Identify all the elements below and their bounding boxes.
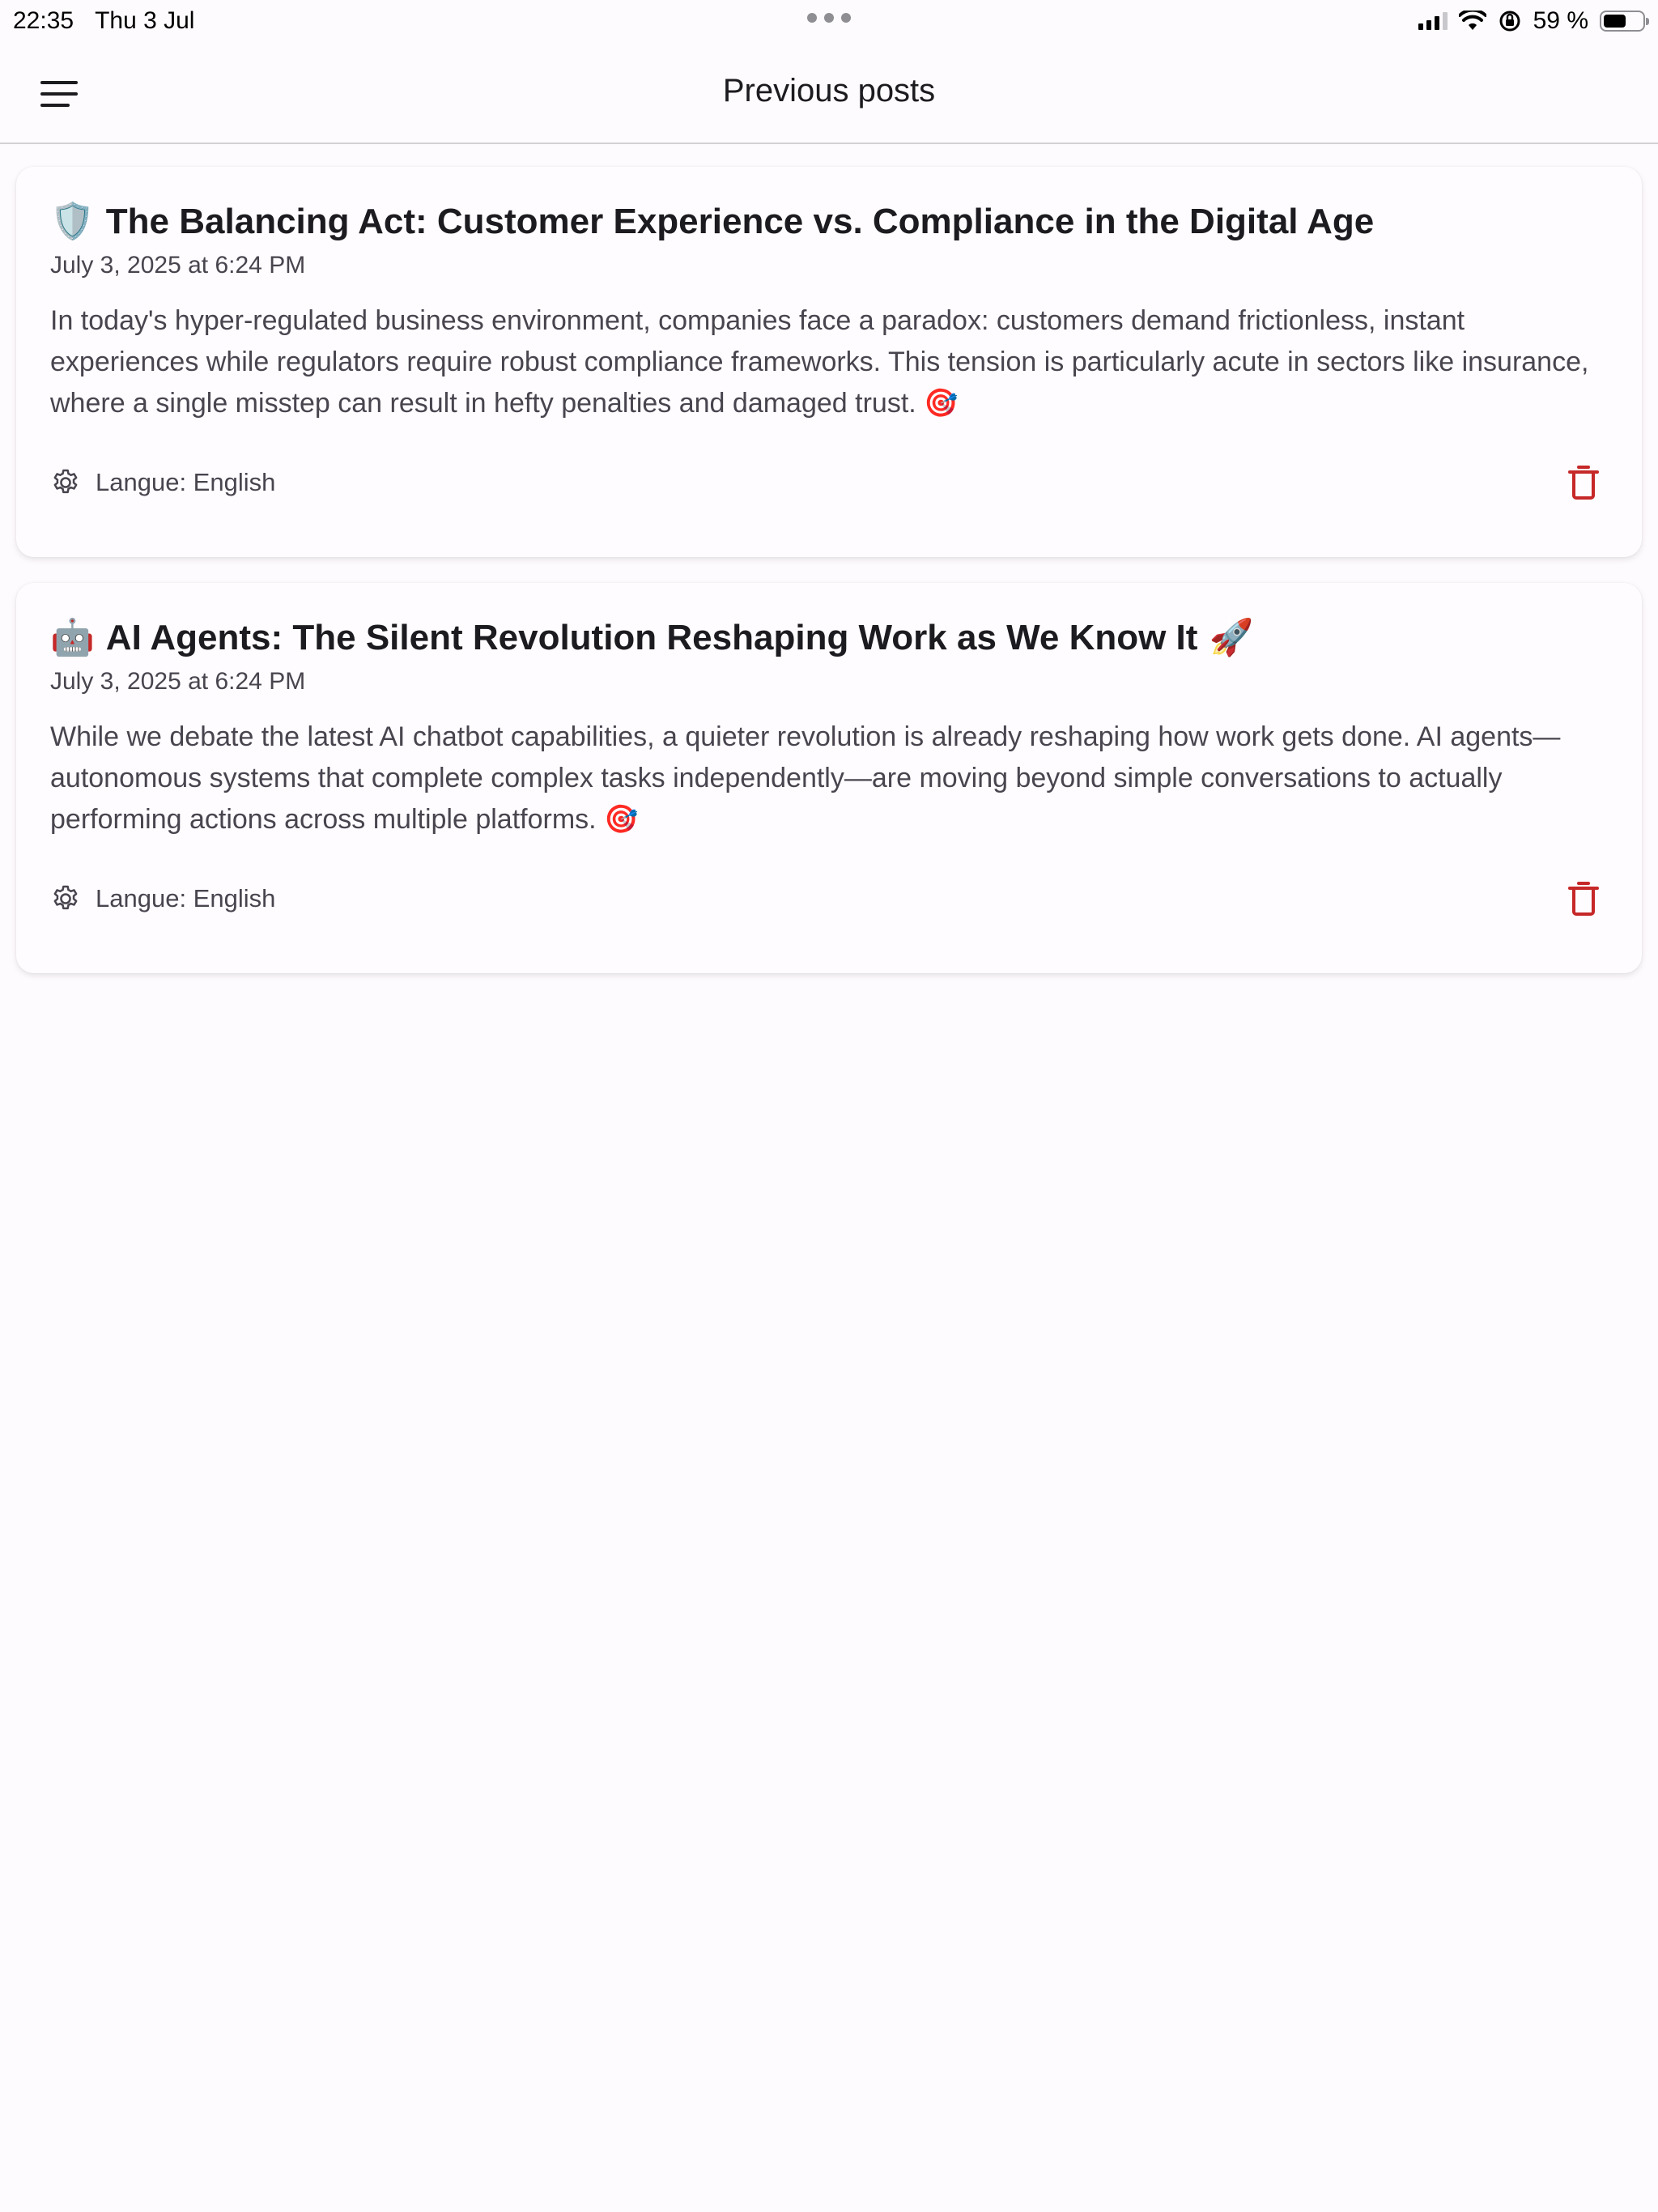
- orientation-lock-icon: [1498, 9, 1522, 33]
- status-left: [13, 7, 194, 35]
- post-card[interactable]: [16, 583, 1642, 973]
- wifi-icon: [1459, 11, 1486, 32]
- language-row: [50, 467, 275, 498]
- post-title: AI Agents: The Silent Revolution Reshaping Work as We Know It: [105, 618, 1198, 657]
- trash-icon: [1567, 465, 1600, 500]
- post-footer: [50, 874, 1608, 923]
- post-excerpt: While we debate the latest AI chatbot capabilities, a quieter revolution is already reshaping how work gets done. AI agents—autonomous systems that complete complex tasks independently—are moving beyond simple conversations to actually performing actions across multiple platforms. 🎯: [50, 721, 1561, 835]
- post-date: July 3, 2025 at 6:24 PM: [50, 667, 306, 695]
- post-excerpt: In today's hyper-regulated business environment, companies face a paradox: customers demand frictionless, instant experiences while regulators require robust compliance frameworks. This tension is particularly acute in sectors like insurance, where a single misstep can result in hefty penalties and damaged trust. 🎯: [50, 304, 1589, 419]
- robot-emoji-icon: 🤖: [50, 617, 95, 658]
- app-bar: [0, 42, 1658, 144]
- delete-button[interactable]: [1559, 874, 1608, 923]
- gear-icon: [50, 883, 81, 914]
- post-footer: [50, 458, 1608, 507]
- multitasking-dots-icon[interactable]: [807, 13, 851, 23]
- delete-button[interactable]: [1559, 458, 1608, 507]
- post-title-row: [50, 617, 1608, 660]
- gear-icon: [50, 467, 81, 498]
- language-row: [50, 883, 275, 914]
- status-time: 22:35: [13, 7, 74, 34]
- status-right: [1418, 7, 1645, 35]
- post-title-row: [50, 201, 1608, 244]
- post-list: [16, 167, 1642, 999]
- post-card[interactable]: [16, 167, 1642, 557]
- cellular-signal-icon: [1418, 12, 1448, 30]
- shield-emoji-icon: 🛡️: [50, 201, 95, 242]
- rocket-emoji-icon: 🚀: [1209, 617, 1254, 658]
- status-bar: [0, 0, 1658, 42]
- battery-fill: [1604, 15, 1626, 28]
- status-date: Thu 3 Jul: [95, 7, 195, 34]
- post-title: The Balancing Act: Customer Experience vs. Compliance in the Digital Age: [105, 202, 1375, 241]
- battery-icon: [1600, 11, 1645, 32]
- language-label: Langue: English: [96, 884, 276, 912]
- post-date: July 3, 2025 at 6:24 PM: [50, 251, 306, 279]
- page-title: Previous posts: [722, 73, 936, 108]
- battery-percent: 59 %: [1533, 7, 1588, 34]
- language-label: Langue: English: [96, 468, 276, 496]
- trash-icon: [1567, 881, 1600, 917]
